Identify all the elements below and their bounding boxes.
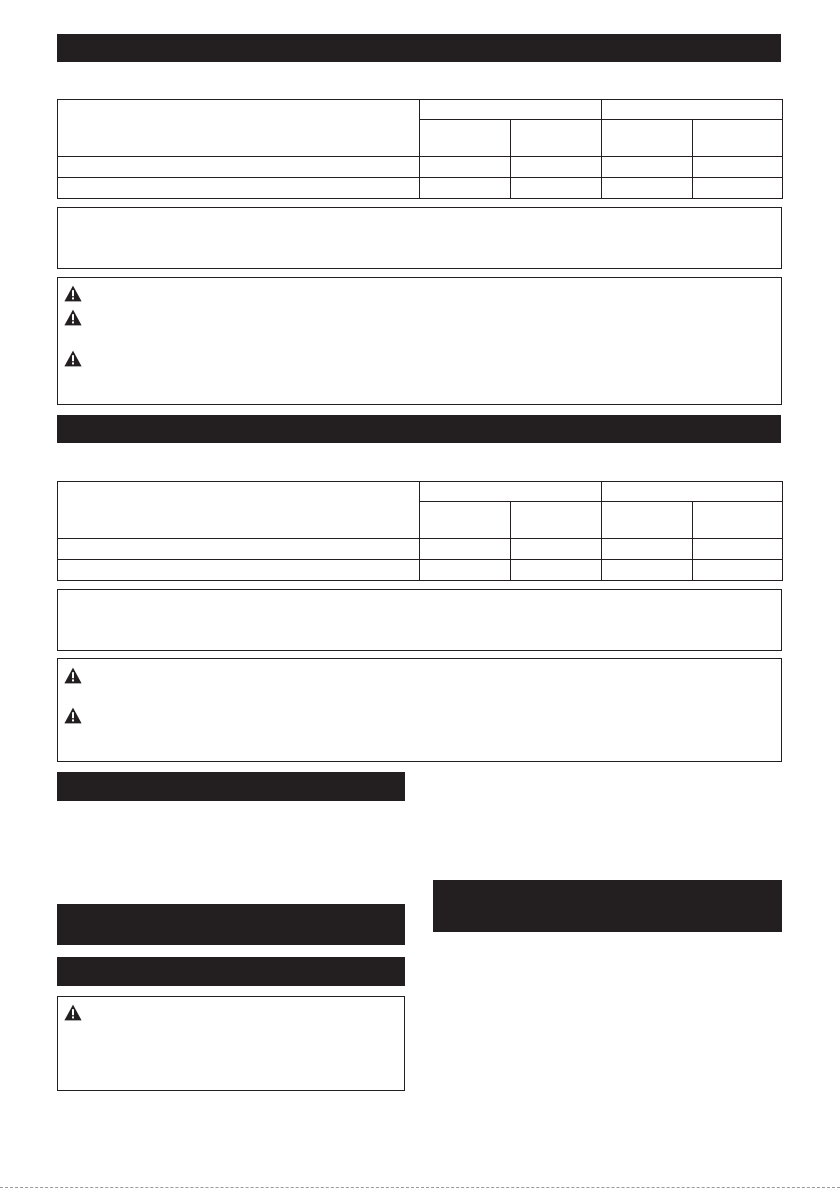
table-cell bbox=[693, 560, 783, 581]
table-cell bbox=[602, 157, 693, 178]
table-cell bbox=[420, 539, 511, 560]
table-2-subheader-cell bbox=[602, 502, 693, 539]
warning-box-1 bbox=[57, 277, 782, 405]
table-1-header-group-a bbox=[420, 100, 602, 120]
table-1-header-label bbox=[58, 100, 420, 157]
table-cell bbox=[693, 539, 783, 560]
table-1-header-group-b bbox=[602, 100, 783, 120]
warning-box-3 bbox=[57, 996, 405, 1091]
table-cell bbox=[58, 178, 420, 199]
table-cell bbox=[693, 157, 783, 178]
section-heading-bar-6 bbox=[57, 957, 405, 986]
warning-triangle-icon bbox=[64, 350, 84, 368]
section-heading-bar-3 bbox=[57, 772, 405, 801]
warning-triangle-icon bbox=[64, 309, 84, 327]
table-2-subheader-cell bbox=[693, 502, 783, 539]
table-cell bbox=[511, 539, 602, 560]
table-2-header-label bbox=[58, 482, 420, 539]
table-cell bbox=[58, 560, 420, 581]
table-row bbox=[58, 539, 783, 560]
table-cell bbox=[58, 539, 420, 560]
spec-table-1 bbox=[57, 99, 783, 199]
warning-triangle-icon bbox=[64, 285, 84, 303]
warning-box-2 bbox=[57, 658, 782, 762]
table-2-subheader-cell bbox=[420, 502, 511, 539]
table-cell bbox=[693, 178, 783, 199]
table-row bbox=[58, 560, 783, 581]
table-1-subheader-cell bbox=[602, 120, 693, 157]
table-cell bbox=[602, 539, 693, 560]
table-cell bbox=[420, 560, 511, 581]
section-heading-bar-1 bbox=[57, 34, 781, 62]
warning-triangle-icon bbox=[64, 667, 84, 685]
note-box-2 bbox=[57, 589, 782, 651]
table-cell bbox=[511, 157, 602, 178]
table-1-subheader-cell bbox=[420, 120, 511, 157]
table-row bbox=[58, 157, 783, 178]
table-2-subheader-cell bbox=[511, 502, 602, 539]
table-2-header-group-a bbox=[420, 482, 602, 502]
table-cell bbox=[602, 178, 693, 199]
warning-triangle-icon bbox=[64, 1004, 84, 1022]
page-bottom-rule bbox=[0, 1187, 840, 1188]
table-cell bbox=[420, 178, 511, 199]
table-cell bbox=[420, 157, 511, 178]
table-cell bbox=[511, 560, 602, 581]
table-cell bbox=[602, 560, 693, 581]
table-cell bbox=[511, 178, 602, 199]
section-heading-bar-4 bbox=[433, 880, 782, 932]
table-2-header-group-b bbox=[602, 482, 783, 502]
section-heading-bar-2 bbox=[57, 415, 781, 443]
table-1-subheader-cell bbox=[511, 120, 602, 157]
note-box-1 bbox=[57, 207, 782, 269]
spec-table-2 bbox=[57, 481, 783, 581]
table-1-subheader-cell bbox=[693, 120, 783, 157]
warning-triangle-icon bbox=[64, 707, 84, 725]
table-row bbox=[58, 178, 783, 199]
section-heading-bar-5 bbox=[57, 904, 405, 945]
table-cell bbox=[58, 157, 420, 178]
